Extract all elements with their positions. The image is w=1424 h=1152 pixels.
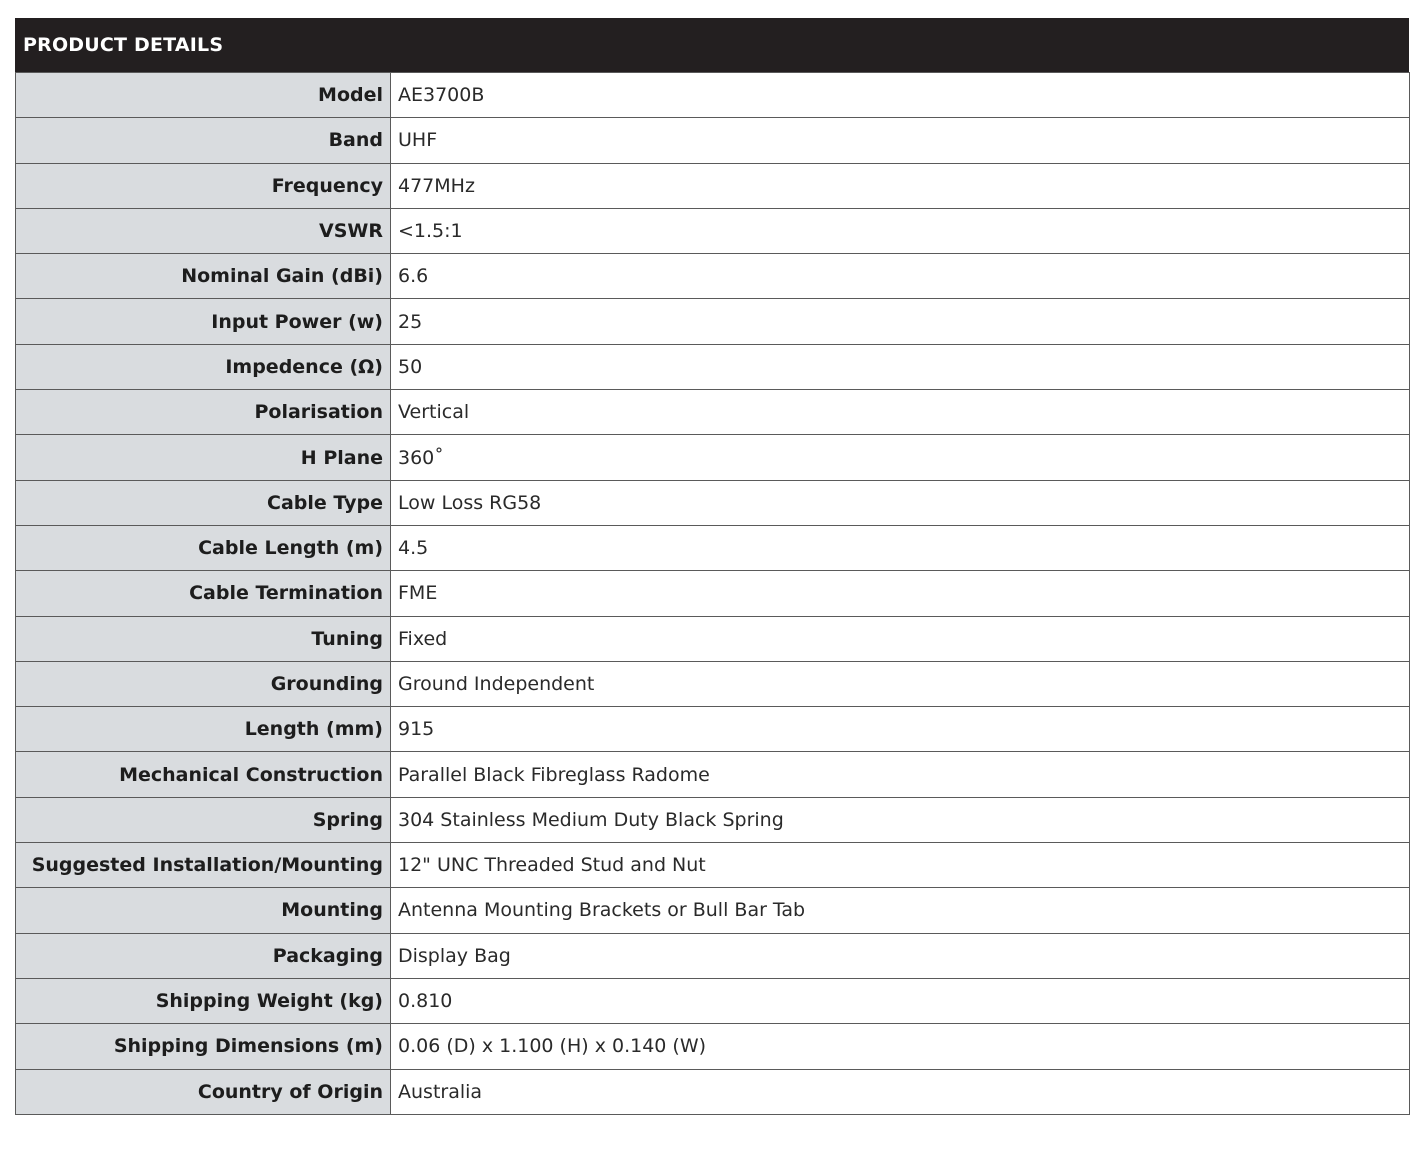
table-row	[16, 480, 1410, 525]
row-value: FME	[391, 571, 1410, 616]
row-value: Low Loss RG58	[391, 480, 1410, 525]
row-value: <1.5:1	[391, 208, 1410, 253]
table-row	[16, 933, 1410, 978]
spec-table	[15, 72, 1410, 1115]
table-row	[16, 299, 1410, 344]
row-label: Country of Origin	[16, 1069, 391, 1114]
row-label: Cable Termination	[16, 571, 391, 616]
row-value: 12" UNC Threaded Stud and Nut	[391, 843, 1410, 888]
table-row	[16, 1024, 1410, 1069]
row-label: Model	[16, 73, 391, 118]
row-value: Display Bag	[391, 933, 1410, 978]
table-row	[16, 254, 1410, 299]
row-value: 50	[391, 344, 1410, 389]
table-row	[16, 390, 1410, 435]
row-value: AE3700B	[391, 73, 1410, 118]
table-row	[16, 888, 1410, 933]
row-value: 25	[391, 299, 1410, 344]
row-value: 360˚	[391, 435, 1410, 480]
row-value: Parallel Black Fibreglass Radome	[391, 752, 1410, 797]
row-value: Australia	[391, 1069, 1410, 1114]
row-label: Spring	[16, 797, 391, 842]
row-value: Vertical	[391, 390, 1410, 435]
spec-table-body	[16, 73, 1410, 1115]
row-label: Mounting	[16, 888, 391, 933]
table-row	[16, 616, 1410, 661]
table-row	[16, 978, 1410, 1023]
product-details-table	[15, 18, 1409, 1115]
row-value: 477MHz	[391, 163, 1410, 208]
row-label: Cable Length (m)	[16, 525, 391, 570]
table-row	[16, 661, 1410, 706]
table-row	[16, 73, 1410, 118]
row-value: 304 Stainless Medium Duty Black Spring	[391, 797, 1410, 842]
row-label: Length (mm)	[16, 707, 391, 752]
row-label: Grounding	[16, 661, 391, 706]
table-row	[16, 797, 1410, 842]
row-value: 0.06 (D) x 1.100 (H) x 0.140 (W)	[391, 1024, 1410, 1069]
row-value: 4.5	[391, 525, 1410, 570]
row-label: Mechanical Construction	[16, 752, 391, 797]
table-row	[16, 571, 1410, 616]
table-row	[16, 525, 1410, 570]
row-value: 915	[391, 707, 1410, 752]
row-label: Shipping Dimensions (m)	[16, 1024, 391, 1069]
table-row	[16, 344, 1410, 389]
table-row	[16, 118, 1410, 163]
row-value: UHF	[391, 118, 1410, 163]
row-label: Packaging	[16, 933, 391, 978]
table-row	[16, 163, 1410, 208]
row-value: 6.6	[391, 254, 1410, 299]
table-row	[16, 435, 1410, 480]
row-label: Tuning	[16, 616, 391, 661]
row-value: Fixed	[391, 616, 1410, 661]
row-value: 0.810	[391, 978, 1410, 1023]
row-label: Polarisation	[16, 390, 391, 435]
row-value: Antenna Mounting Brackets or Bull Bar Tab	[391, 888, 1410, 933]
table-row	[16, 752, 1410, 797]
row-label: Suggested Installation/Mounting	[16, 843, 391, 888]
row-label: Shipping Weight (kg)	[16, 978, 391, 1023]
row-label: Frequency	[16, 163, 391, 208]
row-label: Input Power (w)	[16, 299, 391, 344]
row-label: Nominal Gain (dBi)	[16, 254, 391, 299]
row-value: Ground Independent	[391, 661, 1410, 706]
table-row	[16, 707, 1410, 752]
table-row	[16, 843, 1410, 888]
row-label: Cable Type	[16, 480, 391, 525]
table-title: PRODUCT DETAILS	[23, 34, 224, 56]
row-label: Impedence (Ω)	[16, 344, 391, 389]
row-label: H Plane	[16, 435, 391, 480]
table-row	[16, 1069, 1410, 1114]
row-label: VSWR	[16, 208, 391, 253]
row-label: Band	[16, 118, 391, 163]
table-row	[16, 208, 1410, 253]
table-header	[15, 18, 1409, 72]
